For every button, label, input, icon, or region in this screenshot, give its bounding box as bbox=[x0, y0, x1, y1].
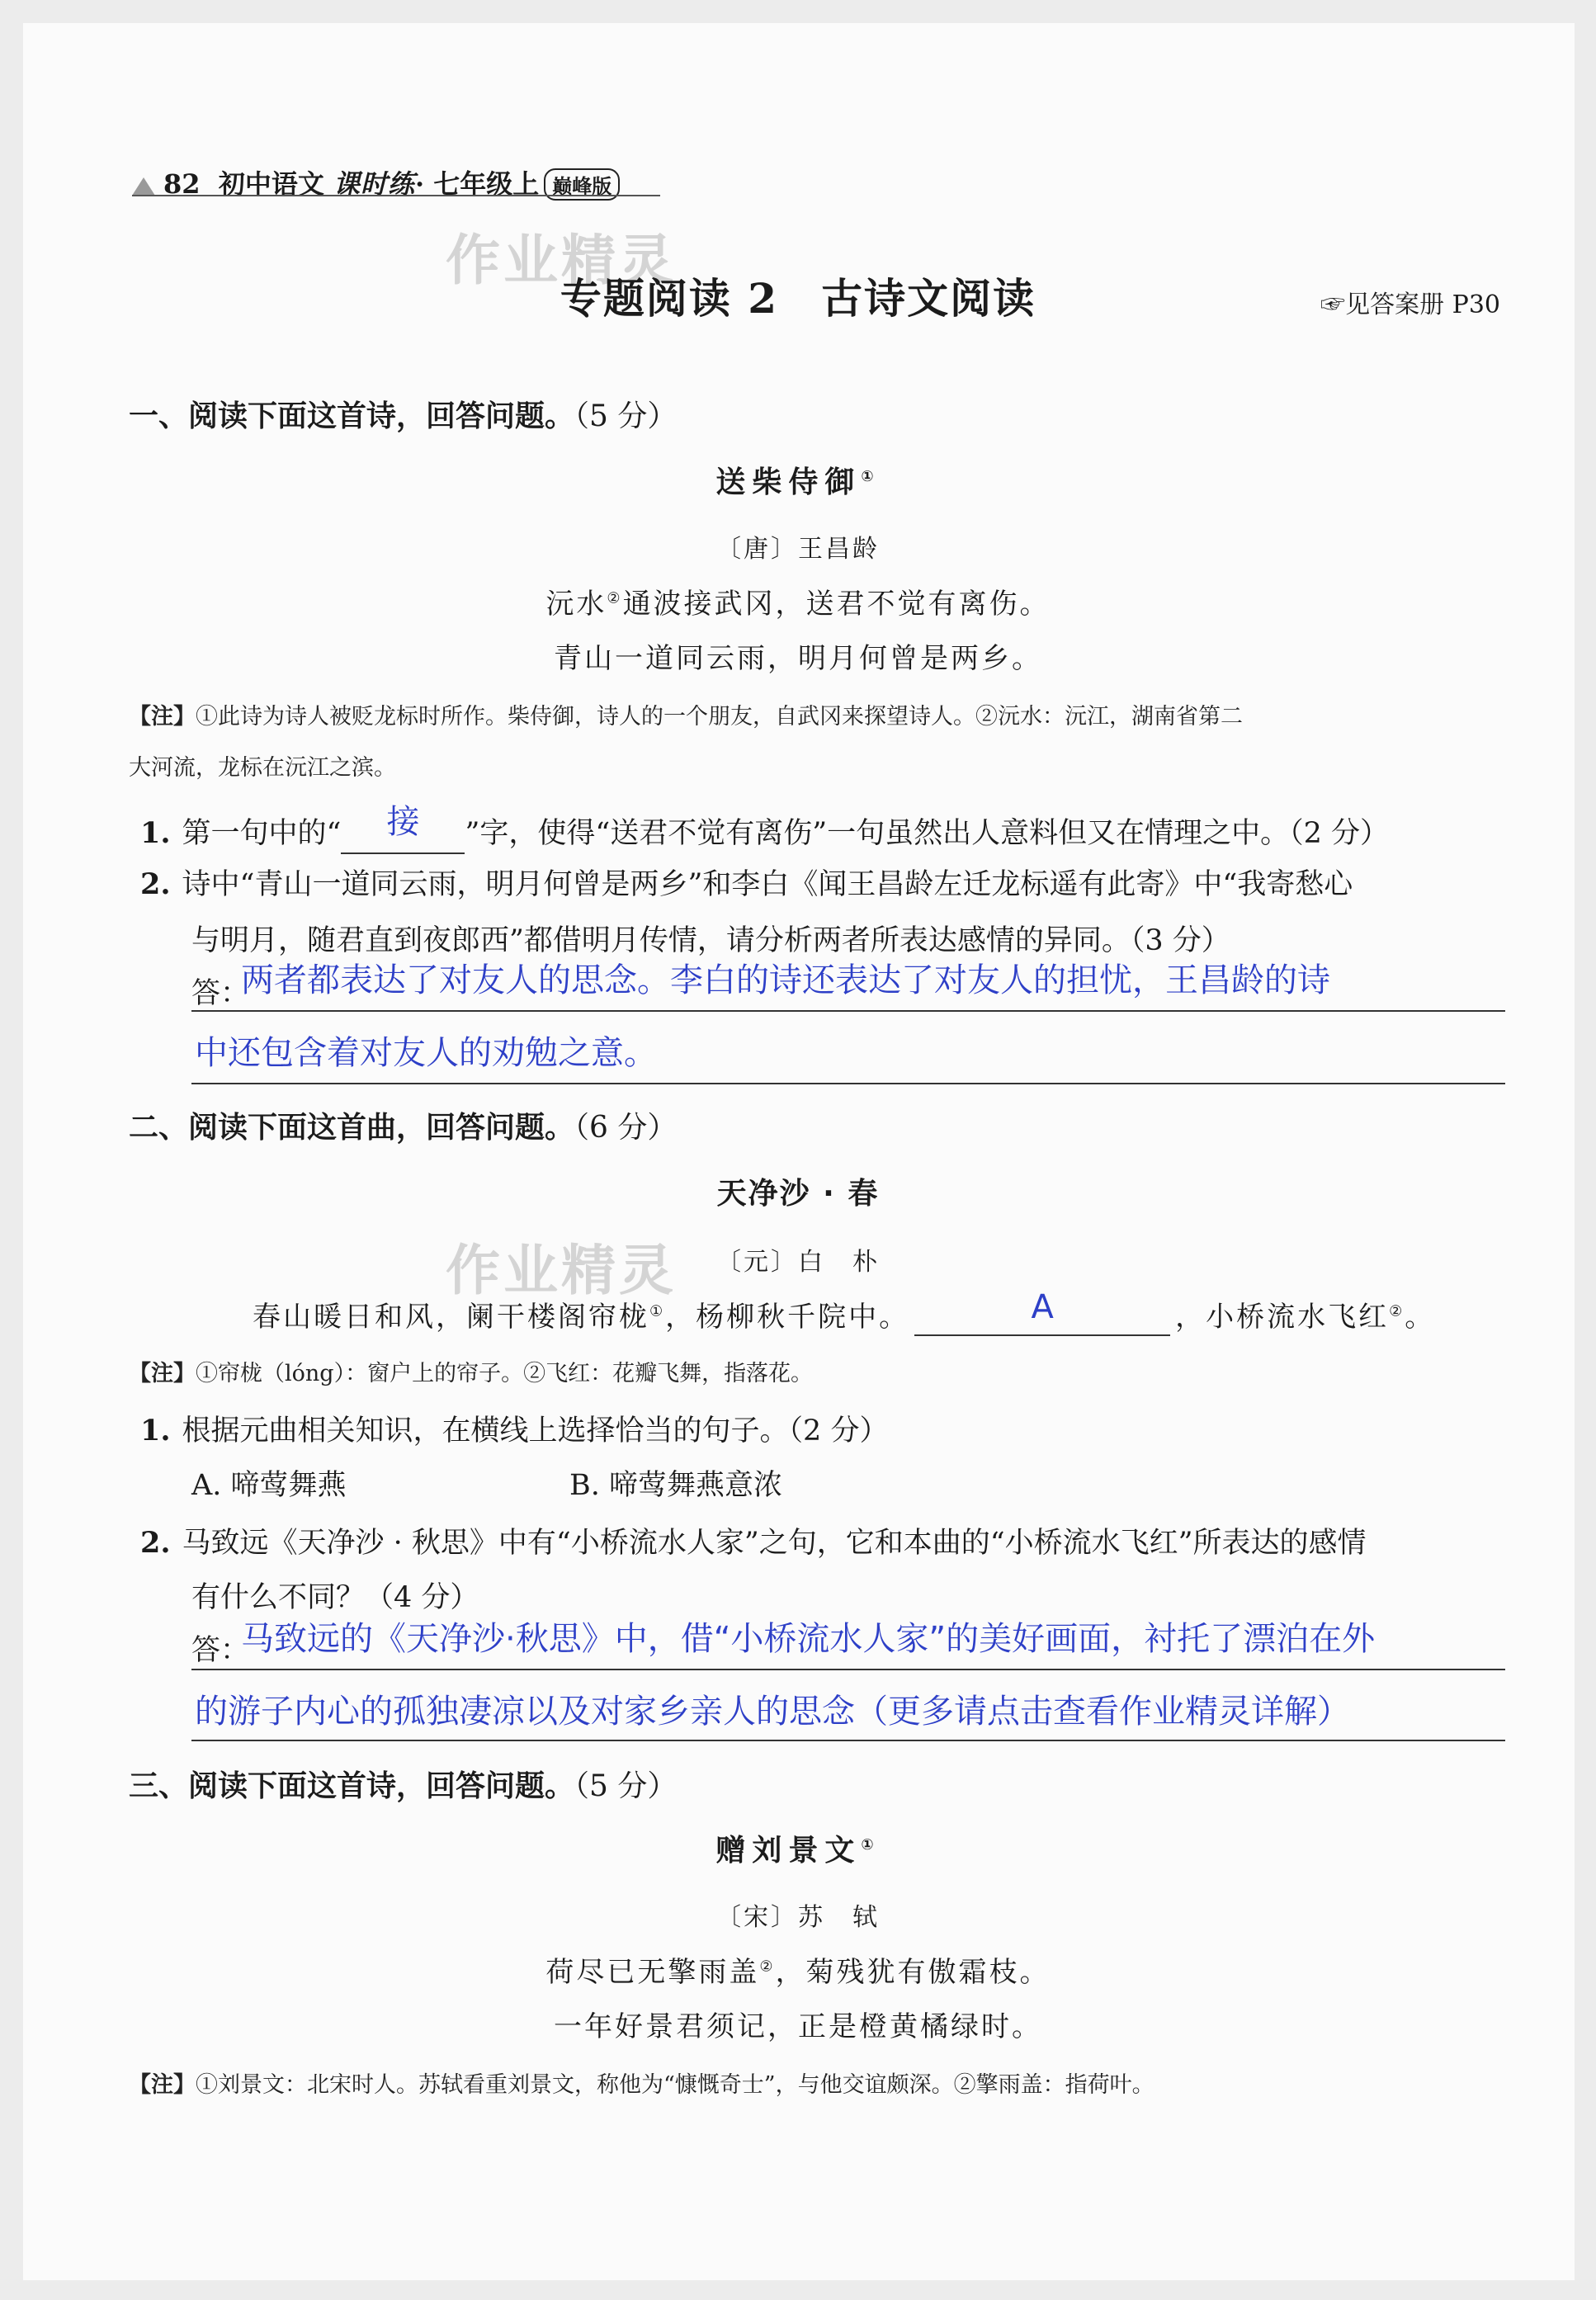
section-1-heading-text: 一、阅读下面这首诗，回答问题。 bbox=[129, 399, 575, 433]
poem-text: 。 bbox=[1405, 1301, 1436, 1334]
footnote-mark: ② bbox=[759, 1958, 776, 1976]
section-3-heading bbox=[129, 1763, 677, 1805]
handwritten-answer: A bbox=[1031, 1288, 1054, 1326]
note-label: 【注】 bbox=[129, 1361, 196, 1386]
poem-1-line-2: 青山一道同云雨，明月何曾是两乡。 bbox=[554, 642, 1042, 675]
poem-text: 通波接武冈，送君不觉有离伤。 bbox=[622, 588, 1051, 621]
edition-badge: 巅峰版 bbox=[544, 168, 620, 201]
page-title: 专题阅读 2 古诗文阅读 bbox=[560, 274, 1036, 323]
answer-label: 答： bbox=[191, 977, 250, 1010]
answer-1-2-line-2[interactable]: 中还包含着对友人的劝勉之意。 bbox=[195, 1034, 657, 1072]
question-text: 根据元曲相关知识，在横线上选择恰当的句子。（2 分） bbox=[182, 1414, 889, 1448]
answer-blank[interactable] bbox=[341, 805, 465, 854]
note-text: ①刘景文：北宋时人。苏轼看重刘景文，称他为“慷慨奇士”，与他交谊颇深。②擎雨盖：指荷叶。 bbox=[196, 2072, 1155, 2098]
question-number: 2. bbox=[140, 867, 171, 901]
poem-3-line-2: 一年好景君须记，正是橙黄橘绿时。 bbox=[554, 2010, 1042, 2043]
question-2-2 bbox=[140, 1520, 1367, 1561]
footnote-mark: ① bbox=[649, 1302, 666, 1320]
header-rule bbox=[132, 195, 660, 196]
handwritten-answer: 接 bbox=[386, 803, 420, 841]
poem-text: 沅水 bbox=[545, 588, 607, 621]
poem-text: ，小桥流水飞红 bbox=[1175, 1301, 1390, 1334]
note-text: ①帘栊（lóng）：窗户上的帘子。②飞红：花瓣飞舞，指落花。 bbox=[196, 1361, 814, 1386]
section-3-heading-text: 三、阅读下面这首诗，回答问题。 bbox=[129, 1769, 575, 1803]
note-1-line-2: 大河流，龙标在沅江之滨。 bbox=[129, 755, 396, 781]
question-1-2-line-2: 与明月，随君直到夜郎西”都借明月传情，请分析两者所表达感情的异同。（3 分） bbox=[191, 924, 1230, 957]
section-2-heading-text: 二、阅读下面这首曲，回答问题。 bbox=[129, 1110, 575, 1145]
poem-3-line-1 bbox=[0, 1949, 1596, 1990]
page-sheet bbox=[23, 23, 1575, 2280]
poem-1-author: 〔唐〕王昌龄 bbox=[716, 535, 880, 564]
poem-3-title-text: 赠刘景文 bbox=[715, 1834, 862, 1868]
brand-logo: 课时练 bbox=[333, 168, 415, 200]
question-number: 1. bbox=[140, 816, 171, 850]
triangle-icon bbox=[132, 177, 155, 196]
section-1-points: （5 分） bbox=[574, 399, 678, 433]
answer-rule bbox=[191, 1083, 1505, 1084]
question-text: 第一句中的“ bbox=[182, 817, 342, 850]
note-label: 【注】 bbox=[129, 2072, 196, 2098]
option-a: A. 啼莺舞燕 bbox=[191, 1469, 347, 1502]
footnote-mark: ① bbox=[861, 1836, 881, 1854]
answer-rule bbox=[191, 1010, 1505, 1012]
section-2-points: （6 分） bbox=[574, 1111, 678, 1145]
poem-text: 春山暖日和风，阑干楼阁帘栊 bbox=[253, 1301, 649, 1334]
grade-label: · 七年级上 bbox=[414, 168, 540, 200]
footnote-mark: ② bbox=[1389, 1302, 1405, 1320]
question-2-2-line-2: 有什么不同？（4 分） bbox=[191, 1581, 479, 1614]
poem-text: 荷尽已无擎雨盖 bbox=[545, 1956, 760, 1989]
answer-label: 答： bbox=[191, 1634, 250, 1667]
book-name: 初中语文 bbox=[218, 168, 324, 200]
section-2-heading bbox=[129, 1104, 677, 1146]
poem-text: ，菊残犹有傲霜枝。 bbox=[775, 1956, 1051, 1989]
answer-1-2-line-1[interactable]: 两者都表达了对友人的思念。李白的诗还表达了对友人的担忧，王昌龄的诗 bbox=[241, 961, 1330, 999]
poem-3-title bbox=[0, 1827, 1596, 1869]
answer-reference: ☞见答案册 P30 bbox=[1320, 290, 1500, 319]
answer-blank[interactable] bbox=[914, 1288, 1170, 1336]
watermark: 作业精灵 bbox=[446, 229, 677, 292]
poem-1-title-text: 送柴侍御 bbox=[715, 465, 862, 499]
option-b: B. 啼莺舞燕意浓 bbox=[569, 1469, 782, 1502]
answer-rule bbox=[191, 1740, 1505, 1741]
poem-1-title bbox=[0, 459, 1596, 501]
question-number: 2. bbox=[140, 1526, 171, 1560]
note-1-line-1 bbox=[129, 698, 1243, 730]
answer-2-2-line-2[interactable]: 的游子内心的孤独凄凉以及对家乡亲人的思念（更多请点击查看作业精灵详解） bbox=[195, 1693, 1350, 1731]
section-1-heading bbox=[129, 393, 677, 435]
question-text: ”字，使得“送君不觉有离伤”一句虽然出人意料但又在情理之中。（2 分） bbox=[465, 817, 1390, 850]
note-2 bbox=[129, 1355, 813, 1387]
poem-text: ，杨柳秋千院中。 bbox=[665, 1301, 910, 1334]
note-label: 【注】 bbox=[129, 704, 196, 730]
question-number: 1. bbox=[140, 1414, 171, 1448]
poem-3-author: 〔宋〕苏 轼 bbox=[716, 1903, 880, 1932]
poem-1-line-1 bbox=[0, 581, 1596, 621]
page-number: 82 bbox=[163, 168, 201, 200]
poem-2-title: 天净沙 · 春 bbox=[716, 1177, 880, 1211]
question-text: 诗中“青山一道同云雨，明月何曾是两乡”和李白《闻王昌龄左迁龙标遥有此寄》中“我寄愁心 bbox=[182, 868, 1353, 901]
footnote-mark: ② bbox=[607, 589, 623, 607]
watermark: 作业精灵 bbox=[446, 1239, 677, 1302]
answer-2-2-line-1[interactable]: 马致远的《天净沙·秋思》中，借“小桥流水人家”的美好画面，衬托了漂泊在外 bbox=[241, 1620, 1376, 1658]
question-1-2 bbox=[140, 862, 1353, 903]
section-3-points: （5 分） bbox=[574, 1769, 678, 1803]
poem-2-line-1 bbox=[253, 1288, 1436, 1336]
question-2-1 bbox=[140, 1408, 888, 1449]
note-3 bbox=[129, 2066, 1155, 2099]
question-text: 马致远《天净沙 · 秋思》中有“小桥流水人家”之句，它和本曲的“小桥流水飞红”所表达的感情 bbox=[182, 1527, 1367, 1560]
note-text: ①此诗为诗人被贬龙标时所作。柴侍御，诗人的一个朋友，自武冈来探望诗人。②沅水：沅江，湖南省第二 bbox=[196, 704, 1243, 730]
footnote-mark: ① bbox=[861, 468, 881, 485]
poem-2-author: 〔元〕白 朴 bbox=[716, 1248, 880, 1277]
answer-rule bbox=[191, 1669, 1505, 1670]
question-1-1 bbox=[140, 805, 1389, 854]
